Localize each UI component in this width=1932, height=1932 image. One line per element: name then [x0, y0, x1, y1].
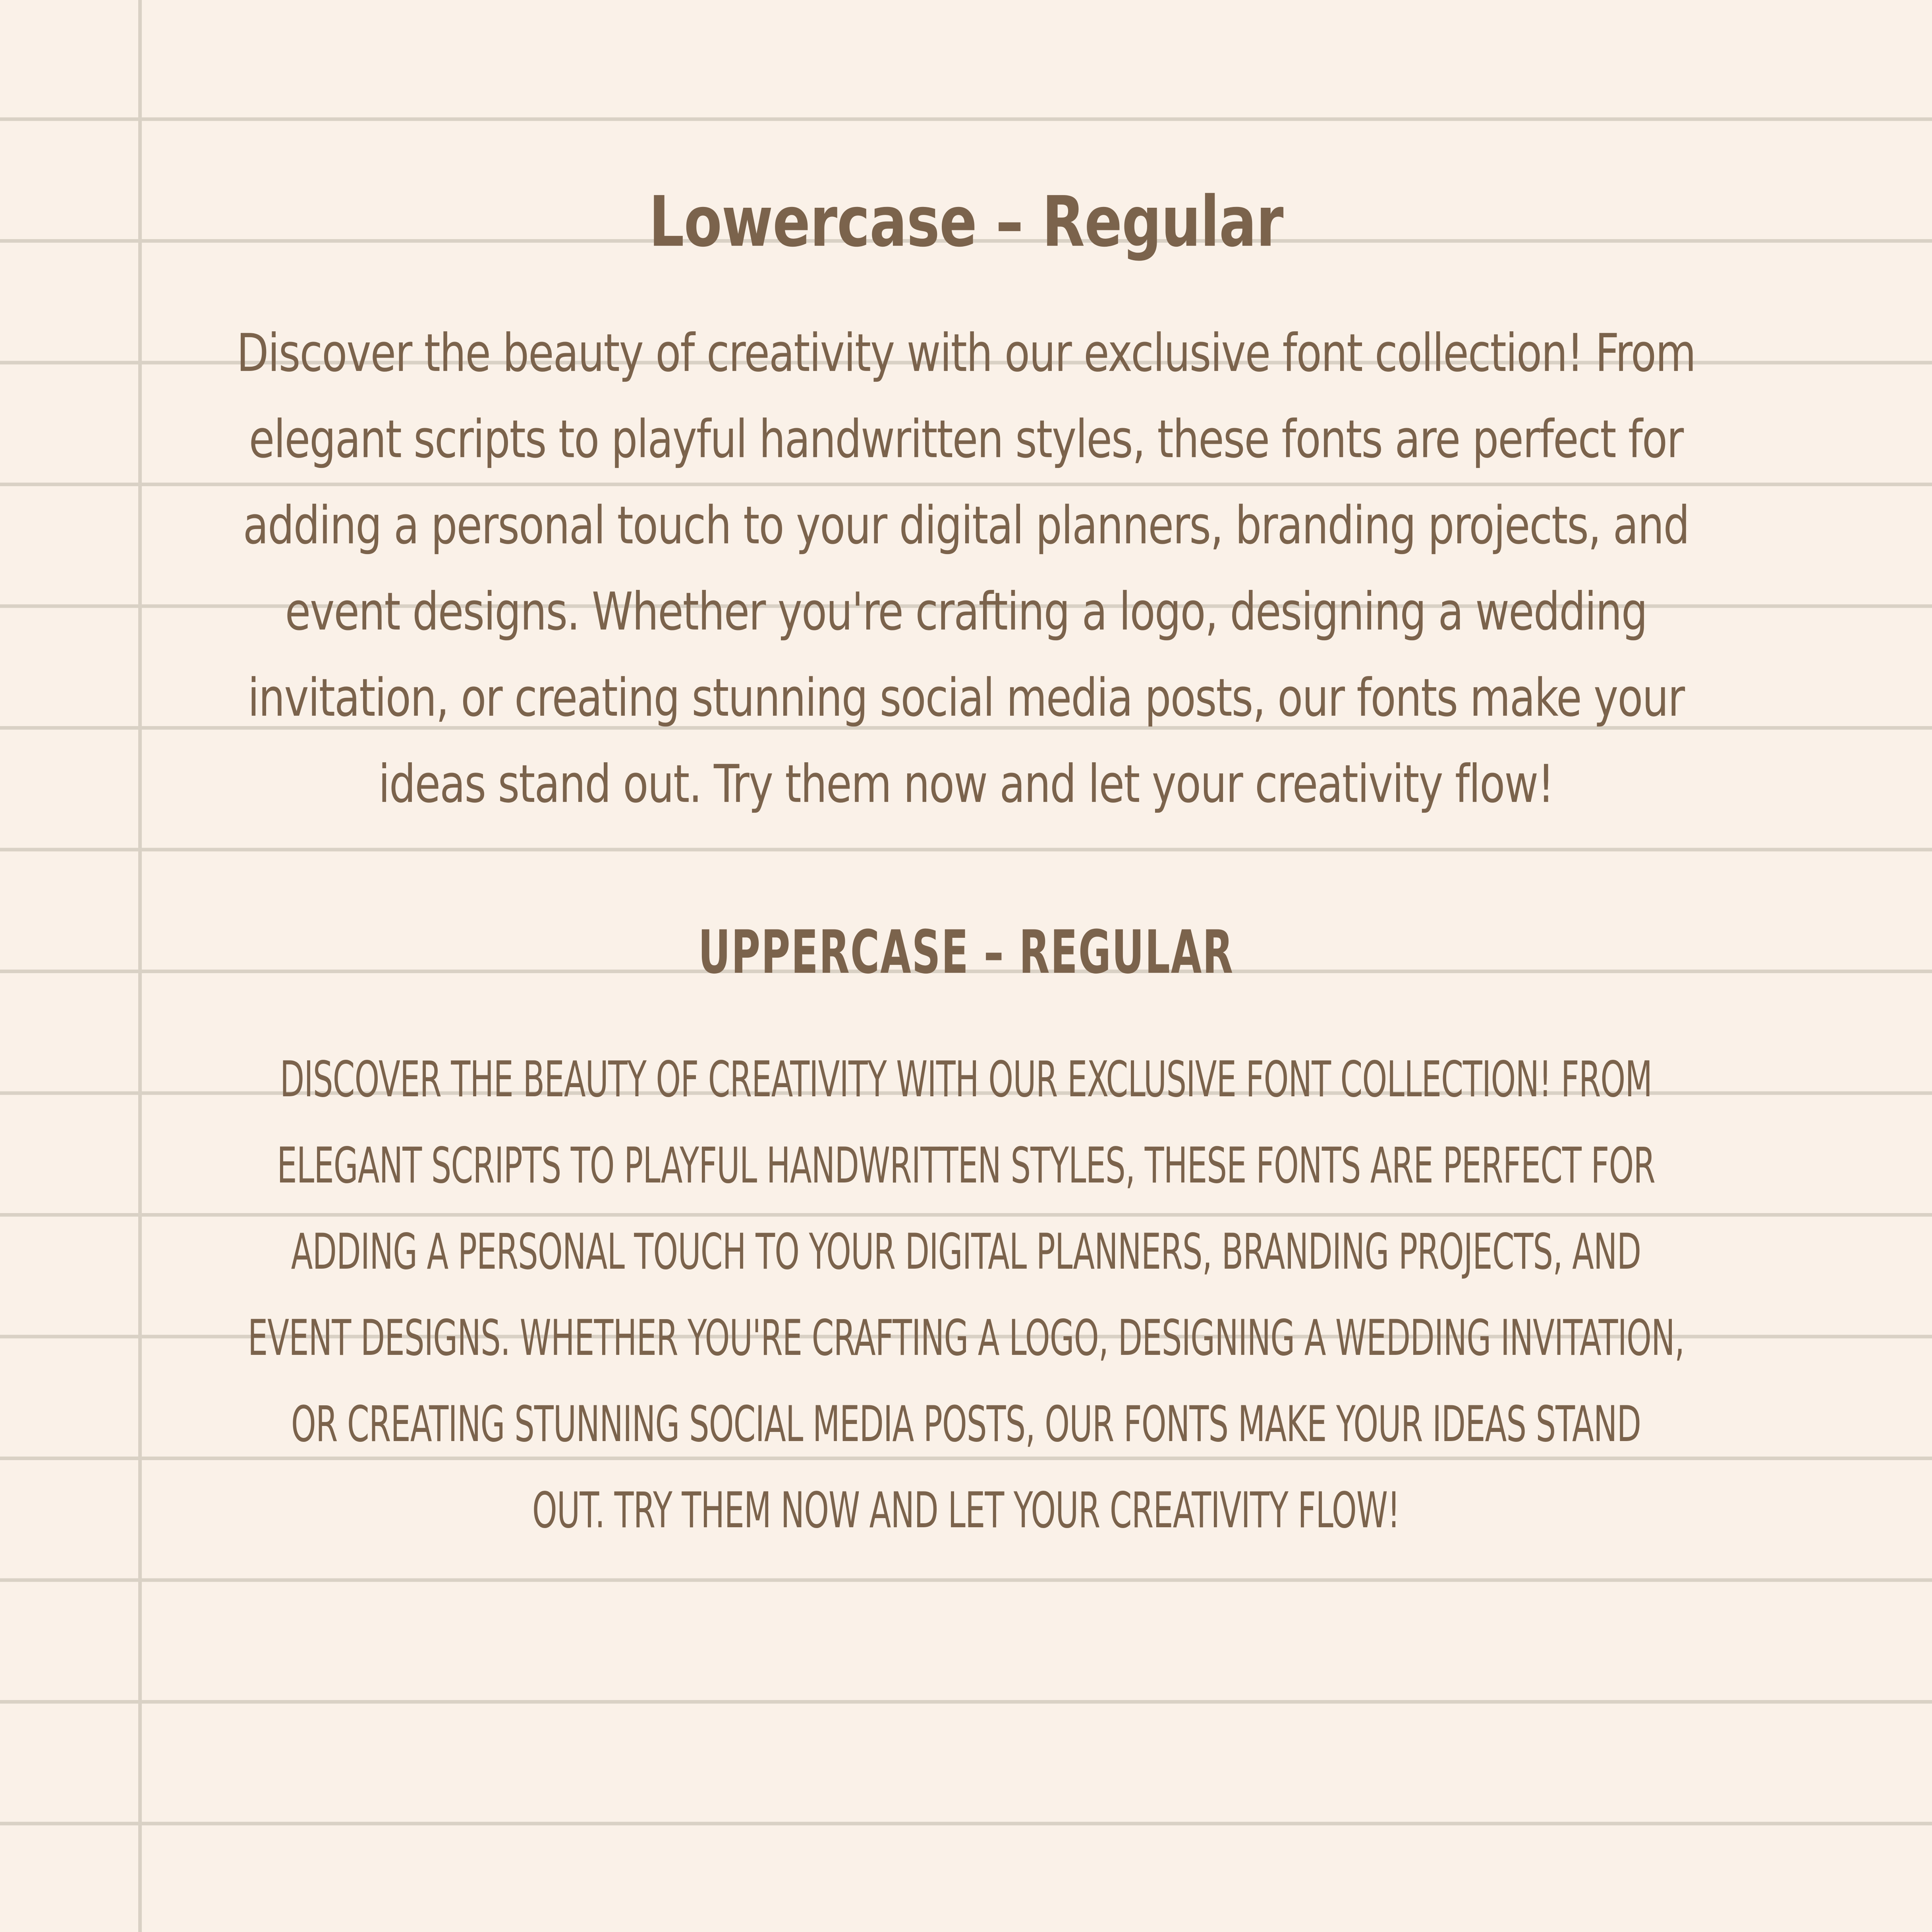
- paragraph-line: ELEGANT SCRIPTS TO PLAYFUL HANDWRITTEN STYLES, THESE FONTS ARE PERFECT FOR: [277, 1137, 1655, 1194]
- paragraph-line: OUT. TRY THEM NOW AND LET YOUR CREATIVITY FLOW!: [532, 1482, 1400, 1539]
- paragraph-line: Discover the beauty of creativity with our exclusive font collection! From: [236, 323, 1696, 384]
- paragraph-line: EVENT DESIGNS. WHETHER YOU'RE CRAFTING A LOGO, DESIGNING A WEDDING INVITATION,: [247, 1309, 1685, 1367]
- lowercase-paragraph: [0, 310, 1932, 827]
- uppercase-paragraph: [0, 1036, 1932, 1553]
- paragraph-line: invitation, or creating stunning social media posts, our fonts make your: [247, 667, 1685, 728]
- paragraph-line: OR CREATING STUNNING SOCIAL MEDIA POSTS, OUR FONTS MAKE YOUR IDEAS STAND: [291, 1395, 1641, 1453]
- lowercase-heading: Lowercase – Regular: [649, 182, 1283, 263]
- paragraph-line: DISCOVER THE BEAUTY OF CREATIVITY WITH OUR EXCLUSIVE FONT COLLECTION! FROM: [280, 1051, 1652, 1108]
- paragraph-line: ADDING A PERSONAL TOUCH TO YOUR DIGITAL PLANNERS, BRANDING PROJECTS, AND: [291, 1223, 1641, 1281]
- uppercase-heading: UPPERCASE – REGULAR: [698, 917, 1234, 987]
- paragraph-line: ideas stand out. Try them now and let your creativity flow!: [378, 753, 1554, 815]
- paragraph-line: event designs. Whether you're crafting a logo, designing a wedding: [285, 581, 1647, 642]
- paragraph-line: elegant scripts to playful handwritten styles, these fonts are perfect for: [249, 409, 1683, 470]
- paragraph-line: adding a personal touch to your digital planners, branding projects, and: [243, 495, 1689, 556]
